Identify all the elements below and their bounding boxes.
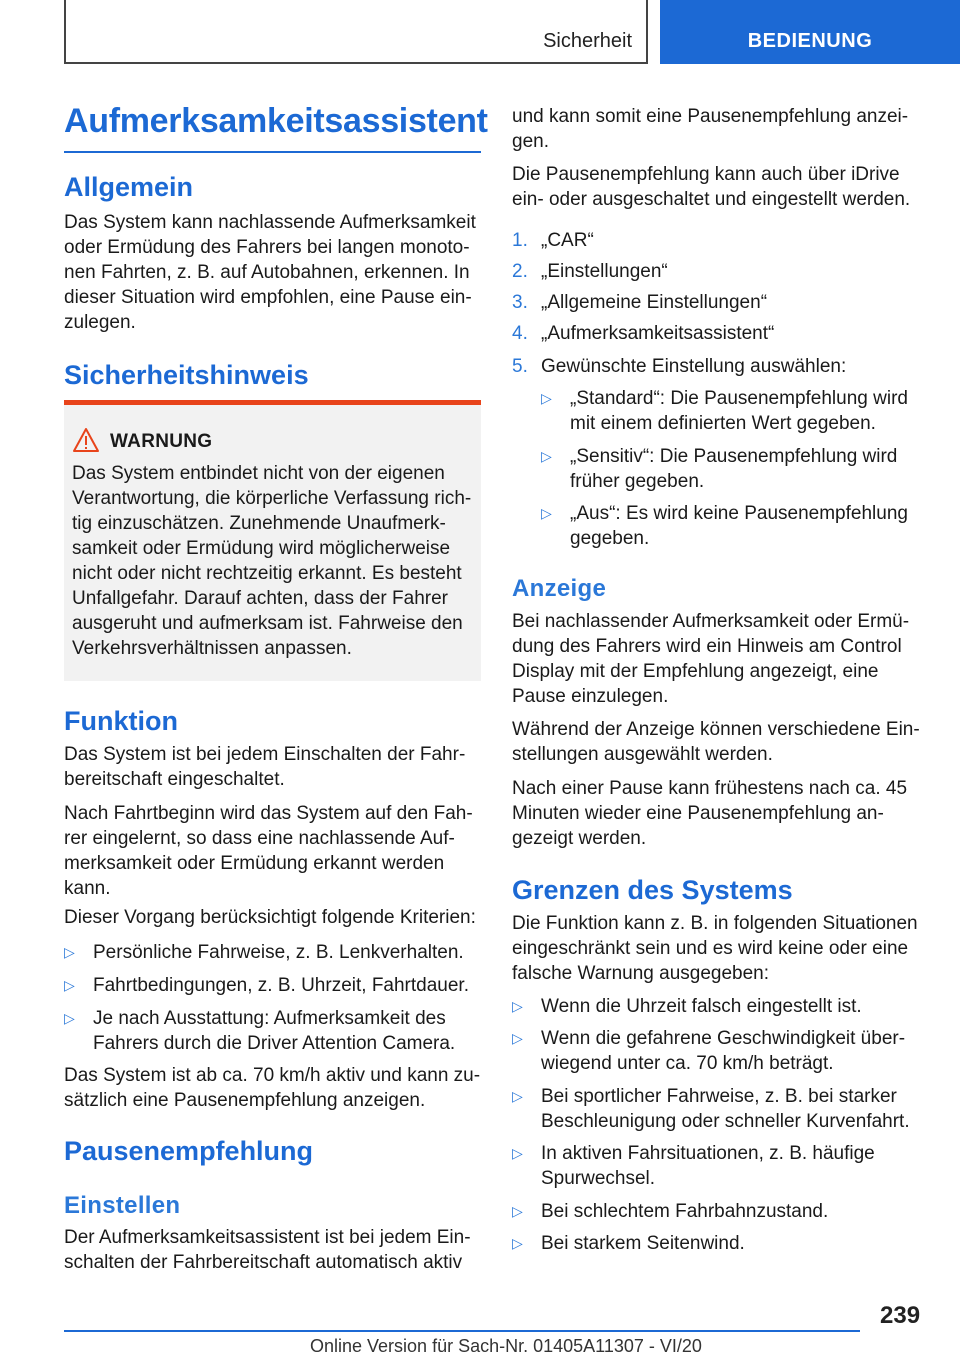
list-item: ▷ Persönliche Fahrweise, z. B. Lenkverhalten. [64,942,464,963]
list-item: ▷ „Standard“: Die Pausenempfehlung wird mit einem definierten Wert gegeben. [541,388,908,434]
heading-grenzen: Grenzen des Systems [512,875,793,905]
list-item: ▷ Bei starkem Seitenwind. [512,1233,745,1254]
triangle-right-icon: ▷ [541,448,552,464]
list-item: 4. „Aufmerksamkeitsassistent“ [512,323,775,344]
list-item: 2. „Einstellungen“ [512,261,668,282]
anzeige-paragraph-1: Bei nachlassender Aufmerksamkeit oder Ermüdung des Fahrers wird ein Hinweis am Control Display mit der Empfehlung angezeigt, eine Pause einzulegen. [512,611,910,707]
warning-label: WARNUNG [110,431,213,452]
list-item: 3. „Allgemeine Einstellungen“ [512,292,768,313]
heading-allgemein: Allgemein [64,172,194,202]
einstellen-text: Der Aufmerksamkeitsassistent ist bei jedem Einschalten der Fahrbereitschaft automatisch aktiv [64,1227,471,1273]
triangle-right-icon: ▷ [541,505,552,521]
grenzen-intro: Die Funktion kann z. B. in folgenden Situationen eingeschränkt sein und es wird keine oder eine falsche Warnung ausgegeben: [512,913,918,984]
funktion-paragraph-2: Nach Fahrtbeginn wird das System auf den Fahrer eingelernt, so dass eine nachlassende Aufmerksamkeit oder Ermüdung erkannt werden kann. [64,803,473,899]
funktion-paragraph-1: Das System ist bei jedem Einschalten der Fahrbereitschaft eingeschaltet. [64,744,466,790]
page-number: 239 [880,1302,921,1329]
list-item: ▷ Bei schlechtem Fahrbahnzustand. [512,1201,829,1222]
list-item: 1. „CAR“ [512,230,594,251]
triangle-right-icon: ▷ [64,1010,75,1026]
footer-online-version: Online Version für Sach-Nr. 01405A11307 - VI/20 [310,1336,702,1356]
einstellen-text-continued: und kann somit eine Pausenempfehlung anzeigen. [512,106,909,152]
list-item: 5. Gewünschte Einstellung auswählen: [512,356,847,377]
heading-funktion: Funktion [64,706,178,736]
warning-box [64,400,481,681]
warning-text: Das System entbindet nicht von der eigenen Verantwortung, die körperliche Verfassung richtig einzuschätzen. Zunehmende Unaufmerksamkeit oder Ermüdung wird möglicherweise nicht oder nicht rechtzeitig erkannt. Es besteht Unfallgefahr. Darauf achten, dass der Fahrer ausgeruht und aufmerksam ist. Fahrweise den Verkehrsverhältnissen anpassen. [72,463,472,659]
footer-divider [64,1330,860,1332]
list-item: ▷ Je nach Ausstattung: Aufmerksamkeit des Fahrers durch die Driver Attention Camera. [64,1008,456,1054]
funktion-paragraph-4: Das System ist ab ca. 70 km/h aktiv und kann zusätzlich eine Pausenempfehlung anzeigen. [64,1065,481,1111]
funktion-paragraph-3: Dieser Vorgang berücksichtigt folgende Kriterien: [64,907,476,928]
list-item: ▷ „Aus“: Es wird keine Pausenempfehlung gegeben. [541,503,908,549]
list-item: ▷ Wenn die Uhrzeit falsch eingestellt ist. [512,996,862,1017]
list-item: ▷ „Sensitiv“: Die Pausenempfehlung wird früher gegeben. [541,446,898,492]
list-item: ▷ Fahrtbedingungen, z. B. Uhrzeit, Fahrtdauer. [64,975,469,996]
heading-pausenempfehlung: Pausenempfehlung [64,1136,314,1166]
triangle-right-icon: ▷ [64,944,75,960]
page-title: Aufmerksamkeitsassistent [64,102,481,153]
triangle-right-icon: ▷ [512,1088,523,1104]
triangle-right-icon: ▷ [64,977,75,993]
warning-header [72,431,212,453]
allgemein-text: Das System kann nachlassende Aufmerksamkeit oder Ermüdung des Fahrers bei langen monotonen Fahrten, z. B. auf Autobahnen, erkennen. In dieser Situation wird empfohlen, eine Pause einzulegen. [64,212,476,333]
triangle-right-icon: ▷ [512,1235,523,1251]
anzeige-paragraph-3: Nach einer Pause kann frühestens nach ca. 45 Minuten wieder eine Pausenempfehlung angezeigt werden. [512,778,908,849]
triangle-right-icon: ▷ [512,1030,523,1046]
idrive-text: Die Pausenempfehlung kann auch über iDrive ein- oder ausgeschaltet und eingestellt werden. [512,164,911,210]
warning-triangle-icon [72,427,100,453]
header-section-label: Sicherheit [543,30,632,52]
triangle-right-icon: ▷ [512,1203,523,1219]
list-item: ▷ Bei sportlicher Fahrweise, z. B. bei starker Beschleunigung oder schneller Kurvenfahrt. [512,1086,910,1132]
anzeige-paragraph-2: Während der Anzeige können verschiedene Einstellungen ausgewählt werden. [512,719,920,765]
heading-einstellen: Einstellen [64,1192,181,1219]
heading-anzeige: Anzeige [512,575,607,602]
header-section-box [64,0,648,64]
header-chapter-tab: BEDIENUNG [660,0,960,64]
triangle-right-icon: ▷ [541,390,552,406]
list-item: ▷ In aktiven Fahrsituationen, z. B. häufige Spurwechsel. [512,1143,875,1189]
heading-sicherheitshinweis: Sicherheitshinweis [64,360,309,390]
triangle-right-icon: ▷ [512,1145,523,1161]
triangle-right-icon: ▷ [512,998,523,1014]
list-item: ▷ Wenn die gefahrene Geschwindigkeit überwiegend unter ca. 70 km/h beträgt. [512,1028,906,1074]
